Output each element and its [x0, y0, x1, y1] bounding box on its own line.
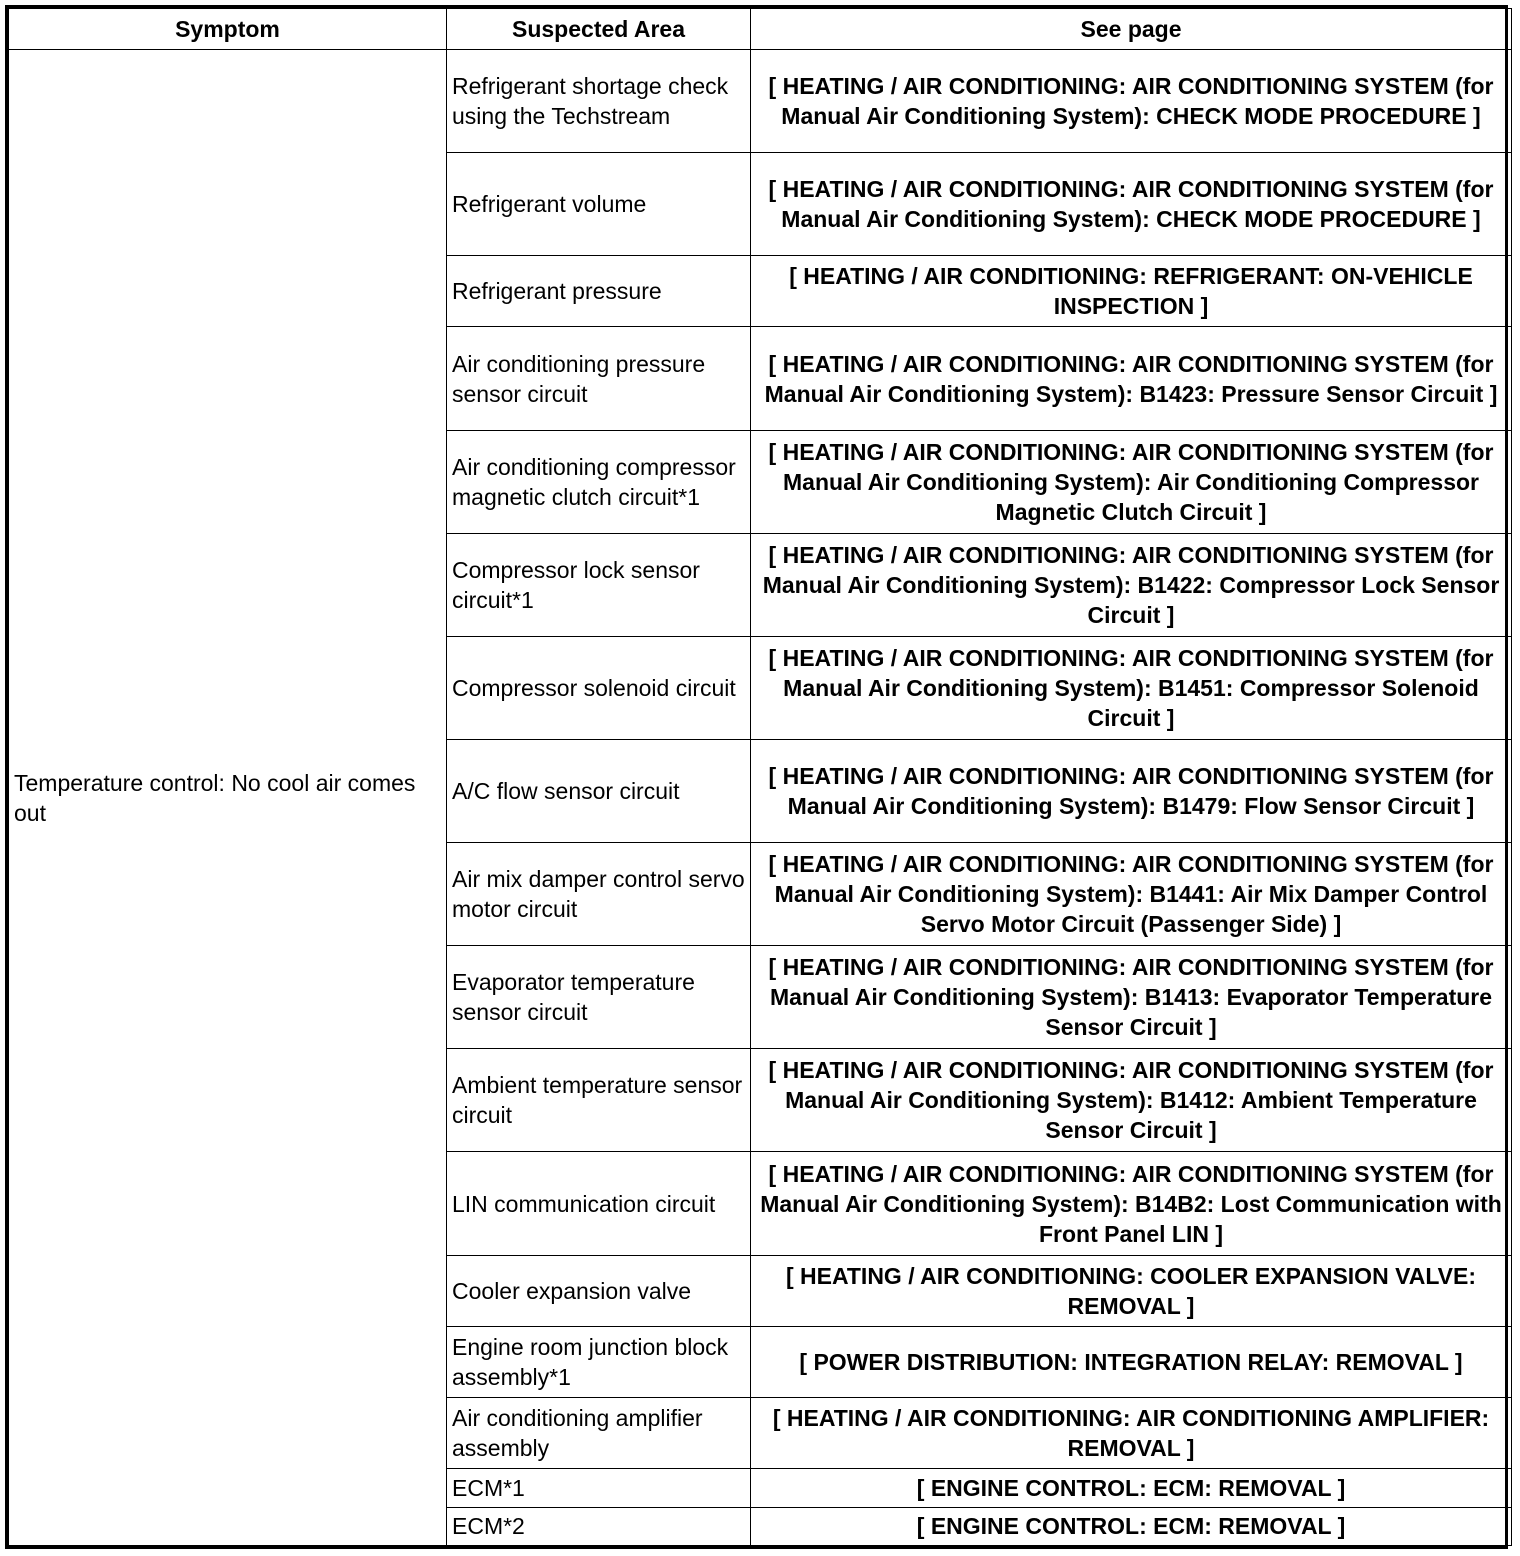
suspected-area-cell: Air mix damper control servo motor circuit	[447, 843, 751, 946]
see-page-link[interactable]: [ HEATING / AIR CONDITIONING: AIR CONDITIONING SYSTEM (for Manual Air Conditioning System): B1422: Compressor Lock Sensor Circuit ]	[751, 533, 1512, 636]
see-page-link[interactable]: [ HEATING / AIR CONDITIONING: AIR CONDITIONING SYSTEM (for Manual Air Conditioning System): B1413: Evaporator Temperature Sensor Circuit ]	[751, 946, 1512, 1049]
suspected-area-cell: Refrigerant shortage check using the Techstream	[447, 50, 751, 153]
header-row	[9, 9, 1512, 50]
see-page-link[interactable]: [ HEATING / AIR CONDITIONING: AIR CONDITIONING SYSTEM (for Manual Air Conditioning System): B14B2: Lost Communication with Front Panel LIN ]	[751, 1152, 1512, 1255]
suspected-area-cell: ECM*2	[447, 1507, 751, 1545]
see-page-link[interactable]: [ HEATING / AIR CONDITIONING: AIR CONDITIONING SYSTEM (for Manual Air Conditioning System): CHECK MODE PROCEDURE ]	[751, 153, 1512, 256]
see-page-link[interactable]: [ POWER DISTRIBUTION: INTEGRATION RELAY: REMOVAL ]	[751, 1326, 1512, 1397]
suspected-area-cell: Evaporator temperature sensor circuit	[447, 946, 751, 1049]
symptom-cell: Temperature control: No cool air comes out	[9, 50, 447, 1546]
see-page-link[interactable]: [ HEATING / AIR CONDITIONING: AIR CONDITIONING SYSTEM (for Manual Air Conditioning System): B1479: Flow Sensor Circuit ]	[751, 739, 1512, 842]
see-page-link[interactable]: [ HEATING / AIR CONDITIONING: AIR CONDITIONING SYSTEM (for Manual Air Conditioning System): B1451: Compressor Solenoid Circuit ]	[751, 636, 1512, 739]
see-page-link[interactable]: [ HEATING / AIR CONDITIONING: AIR CONDITIONING SYSTEM (for Manual Air Conditioning System): B1441: Air Mix Damper Control Servo Motor Circuit (Passenger Side) ]	[751, 843, 1512, 946]
see-page-link[interactable]: [ HEATING / AIR CONDITIONING: AIR CONDITIONING AMPLIFIER: REMOVAL ]	[751, 1398, 1512, 1469]
suspected-area-cell: LIN communication circuit	[447, 1152, 751, 1255]
see-page-link[interactable]: [ HEATING / AIR CONDITIONING: COOLER EXPANSION VALVE: REMOVAL ]	[751, 1255, 1512, 1326]
see-page-link[interactable]: [ ENGINE CONTROL: ECM: REMOVAL ]	[751, 1469, 1512, 1507]
suspected-area-cell: Ambient temperature sensor circuit	[447, 1049, 751, 1152]
see-page-link[interactable]: [ HEATING / AIR CONDITIONING: REFRIGERANT: ON-VEHICLE INSPECTION ]	[751, 256, 1512, 327]
suspected-area-cell: Compressor lock sensor circuit*1	[447, 533, 751, 636]
suspected-area-cell: Air conditioning pressure sensor circuit	[447, 327, 751, 430]
see-page-link[interactable]: [ HEATING / AIR CONDITIONING: AIR CONDITIONING SYSTEM (for Manual Air Conditioning System): Air Conditioning Compressor Magnetic Clutch Circuit ]	[751, 430, 1512, 533]
header-suspected-area: Suspected Area	[447, 9, 751, 50]
suspected-area-cell: Air conditioning amplifier assembly	[447, 1398, 751, 1469]
suspected-area-cell: Refrigerant volume	[447, 153, 751, 256]
troubleshooting-table	[8, 8, 1512, 1546]
see-page-link[interactable]: [ HEATING / AIR CONDITIONING: AIR CONDITIONING SYSTEM (for Manual Air Conditioning System): B1423: Pressure Sensor Circuit ]	[751, 327, 1512, 430]
suspected-area-cell: Engine room junction block assembly*1	[447, 1326, 751, 1397]
see-page-link[interactable]: [ ENGINE CONTROL: ECM: REMOVAL ]	[751, 1507, 1512, 1545]
suspected-area-cell: A/C flow sensor circuit	[447, 739, 751, 842]
header-see-page: See page	[751, 9, 1512, 50]
table-row	[9, 50, 1512, 153]
see-page-link[interactable]: [ HEATING / AIR CONDITIONING: AIR CONDITIONING SYSTEM (for Manual Air Conditioning System): CHECK MODE PROCEDURE ]	[751, 50, 1512, 153]
suspected-area-cell: Cooler expansion valve	[447, 1255, 751, 1326]
suspected-area-cell: ECM*1	[447, 1469, 751, 1507]
suspected-area-cell: Compressor solenoid circuit	[447, 636, 751, 739]
troubleshooting-table-frame	[5, 5, 1508, 1549]
suspected-area-cell: Air conditioning compressor magnetic clutch circuit*1	[447, 430, 751, 533]
see-page-link[interactable]: [ HEATING / AIR CONDITIONING: AIR CONDITIONING SYSTEM (for Manual Air Conditioning System): B1412: Ambient Temperature Sensor Circuit ]	[751, 1049, 1512, 1152]
suspected-area-cell: Refrigerant pressure	[447, 256, 751, 327]
header-symptom: Symptom	[9, 9, 447, 50]
